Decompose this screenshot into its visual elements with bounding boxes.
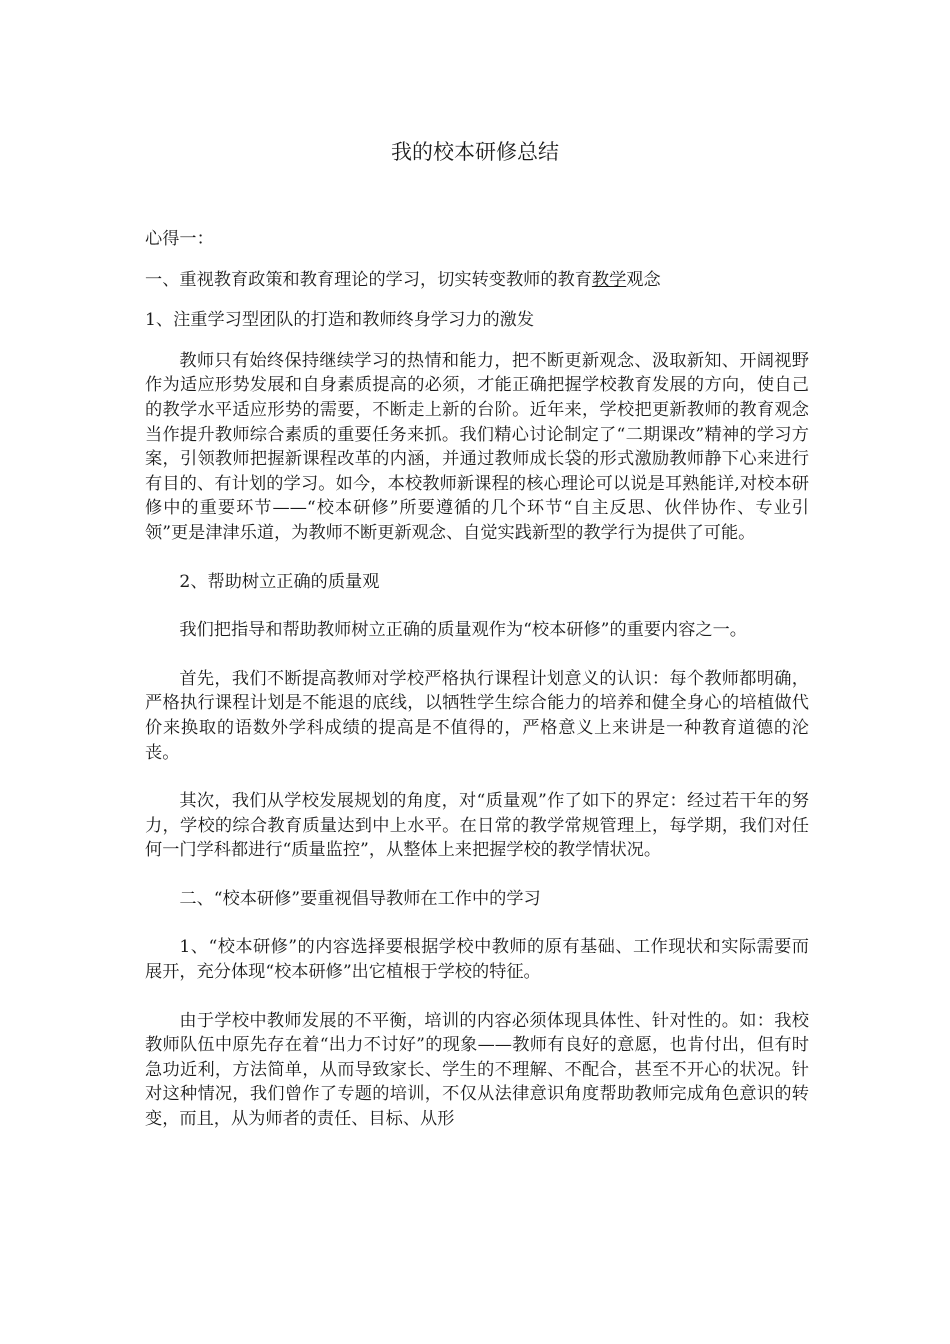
underlined-word: 教学: [591, 269, 627, 290]
subheading-1: 1、注重学习型团队的打造和教师终身学习力的激发: [145, 310, 535, 331]
heading-xinde: 心得一：: [145, 229, 214, 249]
section-heading-2: 二、“校本研修”要重视倡导教师在工作中的学习: [179, 888, 541, 909]
section-heading-1-tail: 观念: [626, 269, 661, 290]
section-heading-1: [145, 268, 809, 293]
paragraph-4: 其次，我们从学校发展规划的角度，对“质量观”作了如下的界定：经过若干年的努力，学校的综合教育质量达到中上水平。在日常的教学常规管理上，每学期，我们对任何一门学科都进行“质量监控”，从整体上来把握学校的教学情状况。: [145, 791, 809, 861]
subheading-2: 2、帮助树立正确的质量观: [179, 571, 380, 592]
document-body: [145, 227, 809, 1156]
document-title: 我的校本研修总结: [391, 140, 559, 164]
section-heading-1-text: 一、重视教育政策和教育理论的学习，切实转变教师的教育: [145, 269, 592, 290]
paragraph-6: 由于学校中教师发展的不平衡，培训的内容必须体现具体性、针对性的。如：我校教师队伍中原先存在着“出力不讨好”的现象——教师有良好的意愿，也肯付出，但有时急功近利，方法简单，从而导致家长、学生的不理解、不配合，甚至不开心的状况。针对这种情况，我们曾作了专题的培训，不仅从法律意识角度帮助教师完成角色意识的转变，而且，从为师者的责任、目标、从形: [145, 1010, 809, 1130]
paragraph-3: 首先，我们不断提高教师对学校严格执行课程计划意义的认识：每个教师都明确，严格执行课程计划是不能退的底线，以牺牲学生综合能力的培养和健全身心的培植做代价来换取的语数外学科成绩的提高是不值得的，严格意义上来讲是一种教育道德的沦丧。: [145, 668, 809, 763]
paragraph-5: 1、“校本研修”的内容选择要根据学校中教师的原有基础、工作现状和实际需要而展开，充分体现“校本研修”出它植根于学校的特征。: [145, 937, 809, 983]
paragraph-1: 教师只有始终保持继续学习的热情和能力，把不断更新观念、汲取新知、开阔视野作为适应形势发展和自身素质提高的必须，才能正确把握学校教育发展的方向，使自己的教学水平适应形势的需要，不断走上新的台阶。近年来，学校把更新教师的教育观念当作提升教师综合素质的重要任务来抓。我们精心讨论制定了“二期课改”精神的学习方案，引领教师把握新课程改革的内涵，并通过教师成长袋的形式激励教师静下心来进行有目的、有计划的学习。如今，本校教师新课程的核心理论可以说是耳熟能详,对校本研修中的重要环节——“校本研修”所要遵循的几个环节“自主反思、伙伴协作、专业引领”更是津津乐道，为教师不断更新观念、自觉实践新型的教学行为提供了可能。: [145, 350, 809, 543]
paragraph-2: 我们把指导和帮助教师树立正确的质量观作为“校本研修”的重要内容之一。: [179, 620, 747, 641]
